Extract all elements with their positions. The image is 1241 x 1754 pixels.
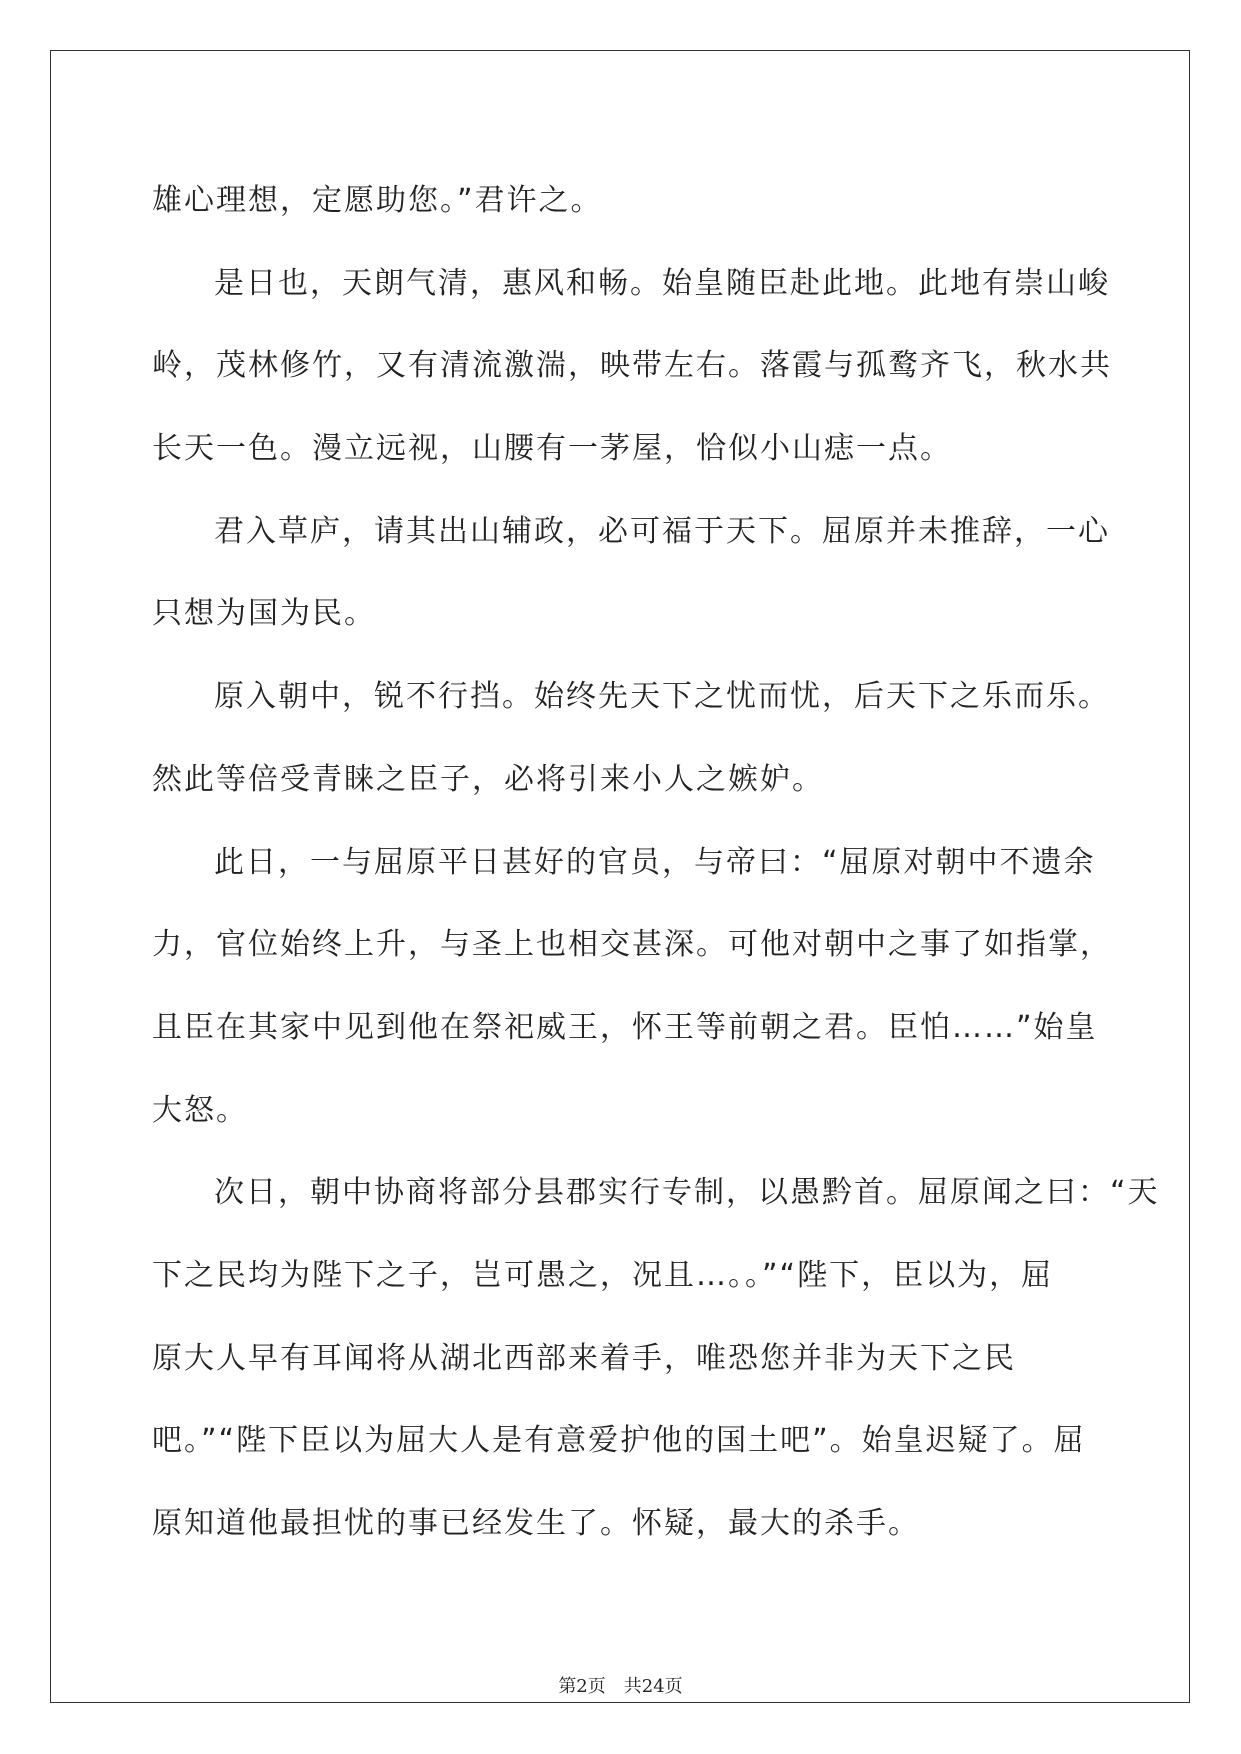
text-line: 只想为国为民。 — [152, 596, 376, 632]
page-total: 共24页 — [623, 1676, 683, 1697]
text-line: 原大人早有耳闻将从湖北西部来着手，唯恐您并非为天下之民 — [152, 1340, 1016, 1376]
text-line: 且臣在其家中见到他在祭祀威王，怀王等前朝之君。臣怕……”始皇 — [152, 1009, 1098, 1045]
document-body — [152, 160, 1160, 1566]
text-line: 吧。”“陛下臣以为屈大人是有意爱护他的国土吧”。始皇迟疑了。屈 — [152, 1423, 1086, 1459]
text-line: 长天一色。漫立远视，山腰有一茅屋，恰似小山痣一点。 — [152, 431, 952, 467]
text-line: 君入草庐，请其出山辅政，必可福于天下。屈原并未推辞，一心 — [214, 513, 1110, 549]
text-line: 原知道他最担忧的事已经发生了。怀疑，最大的杀手。 — [152, 1506, 920, 1541]
text-line: 雄心理想，定愿助您。”君许之。 — [152, 183, 603, 218]
page-footer — [0, 1672, 1241, 1698]
text-line: 力，官位始终上升，与圣上也相交甚深。可他对朝中之事了如指掌， — [152, 927, 1112, 963]
text-line: 大怒。 — [152, 1092, 248, 1128]
text-line: 然此等倍受青睐之臣子，必将引来小人之嫉妒。 — [152, 761, 824, 797]
text-line: 岭，茂林修竹，又有清流激湍，映带左右。落霞与孤鹜齐飞，秋水共 — [152, 348, 1112, 384]
text-line: 次日，朝中协商将部分县郡实行专制，以愚黔首。屈原闻之曰：“天 — [214, 1175, 1160, 1211]
text-line: 是日也，天朗气清，惠风和畅。始皇随臣赴此地。此地有崇山峻 — [214, 265, 1110, 301]
text-line: 原入朝中，锐不行挡。始终先天下之忧而忧，后天下之乐而乐。 — [214, 679, 1110, 715]
page-number: 第2页 — [558, 1676, 606, 1697]
text-line: 下之民均为陛下之子，岂可愚之，况且…。。”“陛下，臣以为，屈 — [152, 1257, 1054, 1293]
text-line: 此日，一与屈原平日甚好的官员，与帝曰：“屈原对朝中不遗余 — [214, 844, 1096, 880]
